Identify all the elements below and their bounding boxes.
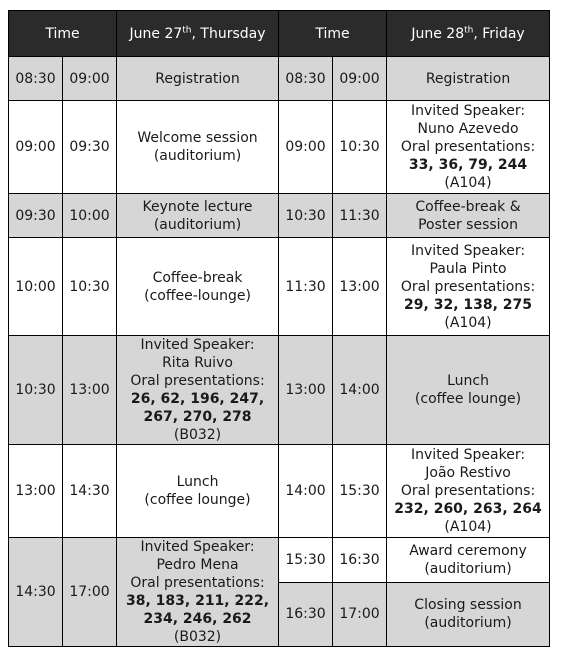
day2-event (387, 336, 550, 445)
table-row (9, 336, 550, 445)
event-title: Closing session (414, 597, 522, 614)
day1-start-time: 09:30 (9, 194, 63, 238)
day2-end-time: 15:30 (333, 445, 387, 538)
day2-event (387, 582, 550, 646)
event-location: (auditorium) (153, 148, 242, 164)
event-title: Lunch (447, 373, 489, 389)
event-location: (coffee lounge) (144, 492, 251, 508)
table-row (9, 538, 550, 583)
day2-start-time: 10:30 (279, 194, 333, 238)
day1-start-time: 10:00 (9, 238, 63, 336)
day2-end-time: 11:30 (333, 194, 387, 238)
oral-presentations-label: Oral presentations: (400, 483, 536, 499)
day1-event (117, 194, 279, 238)
day2-start-time: 16:30 (279, 582, 333, 646)
event-title: Keynote lecture (142, 198, 253, 215)
day1-event (117, 336, 279, 445)
day1-end-time: 09:00 (63, 57, 117, 101)
event-title: Coffee-break (152, 269, 243, 286)
day1-event (117, 238, 279, 336)
day2-event (387, 538, 550, 583)
day1-event (117, 538, 279, 647)
oral-presentations-label: Oral presentations: (130, 373, 265, 389)
event-location: (A104) (444, 314, 492, 331)
presentation-numbers: 232, 260, 263, 264 (394, 501, 542, 517)
presentation-numbers: 234, 246, 262 (143, 611, 252, 627)
speaker-name: João Restivo (425, 465, 511, 481)
presentation-numbers: 29, 32, 138, 275 (404, 296, 533, 313)
event-title: Coffee-break & (415, 198, 521, 215)
day1-start-time: 10:30 (9, 336, 63, 445)
event-location: (A104) (444, 175, 492, 191)
day1-header: June 27th, Thursday (117, 11, 279, 57)
day1-end-time: 14:30 (63, 445, 117, 538)
day2-event: Registration (387, 57, 550, 101)
event-title: Award ceremony (409, 542, 527, 559)
day2-start-time: 11:30 (279, 238, 333, 336)
day2-end-time: 09:00 (333, 57, 387, 101)
day1-event: Registration (117, 57, 279, 101)
presentation-numbers: 33, 36, 79, 244 (408, 157, 528, 173)
event-location: (auditorium) (424, 560, 512, 577)
speaker-name: Nuno Azevedo (417, 121, 519, 137)
day2-start-time: 14:00 (279, 445, 333, 538)
day2-event (387, 101, 550, 194)
schedule-table (8, 10, 550, 647)
event-title: Invited Speaker: (411, 103, 526, 119)
day2-event (387, 238, 550, 336)
table-row (9, 194, 550, 238)
event-title: Invited Speaker: (140, 337, 255, 353)
presentation-numbers: 38, 183, 211, 222, (125, 593, 270, 609)
event-location: (B032) (173, 629, 222, 645)
event-location: (auditorium) (153, 216, 242, 233)
event-location: (A104) (444, 519, 492, 535)
speaker-name: Rita Ruivo (162, 355, 233, 371)
speaker-name: Pedro Mena (156, 557, 239, 573)
day2-end-time: 16:30 (333, 538, 387, 583)
day1-start-time: 13:00 (9, 445, 63, 538)
day2-header: June 28th, Friday (387, 11, 550, 57)
event-title: Invited Speaker: (411, 447, 526, 463)
event-location: (auditorium) (424, 615, 512, 632)
time-header-day1: Time (9, 11, 117, 57)
day2-end-time: 17:00 (333, 582, 387, 646)
day2-end-time: 14:00 (333, 336, 387, 445)
day2-event (387, 445, 550, 538)
day1-start-time: 08:30 (9, 57, 63, 101)
event-title: Welcome session (137, 130, 258, 146)
day1-end-time: 09:30 (63, 101, 117, 194)
event-location: (coffee-lounge) (144, 287, 251, 304)
day1-start-time: 14:30 (9, 538, 63, 647)
header-row (9, 11, 550, 57)
event-title: Invited Speaker: (411, 242, 526, 259)
day1-end-time: 13:00 (63, 336, 117, 445)
presentation-numbers: 267, 270, 278 (143, 409, 252, 425)
presentation-numbers: 26, 62, 196, 247, (130, 391, 265, 407)
day1-event (117, 101, 279, 194)
day1-event (117, 445, 279, 538)
speaker-name: Paula Pinto (429, 260, 507, 277)
day2-start-time: 08:30 (279, 57, 333, 101)
event-title: Invited Speaker: (140, 539, 255, 555)
day2-start-time: 13:00 (279, 336, 333, 445)
day1-end-time: 10:00 (63, 194, 117, 238)
day2-start-time: 09:00 (279, 101, 333, 194)
day1-end-time: 10:30 (63, 238, 117, 336)
day2-end-time: 13:00 (333, 238, 387, 336)
table-row (9, 445, 550, 538)
oral-presentations-label: Oral presentations: (130, 575, 265, 591)
table-row (9, 238, 550, 336)
event-title: Lunch (176, 474, 219, 490)
table-row (9, 57, 550, 101)
day2-start-time: 15:30 (279, 538, 333, 583)
day1-end-time: 17:00 (63, 538, 117, 647)
oral-presentations-label: Oral presentations: (400, 278, 536, 295)
time-header-day2: Time (279, 11, 387, 57)
event-subtitle: Poster session (418, 216, 518, 233)
event-location: (coffee lounge) (414, 391, 522, 407)
day2-end-time: 10:30 (333, 101, 387, 194)
event-location: (B032) (173, 427, 222, 443)
day1-start-time: 09:00 (9, 101, 63, 194)
day2-event (387, 194, 550, 238)
table-row (9, 101, 550, 194)
oral-presentations-label: Oral presentations: (400, 139, 536, 155)
